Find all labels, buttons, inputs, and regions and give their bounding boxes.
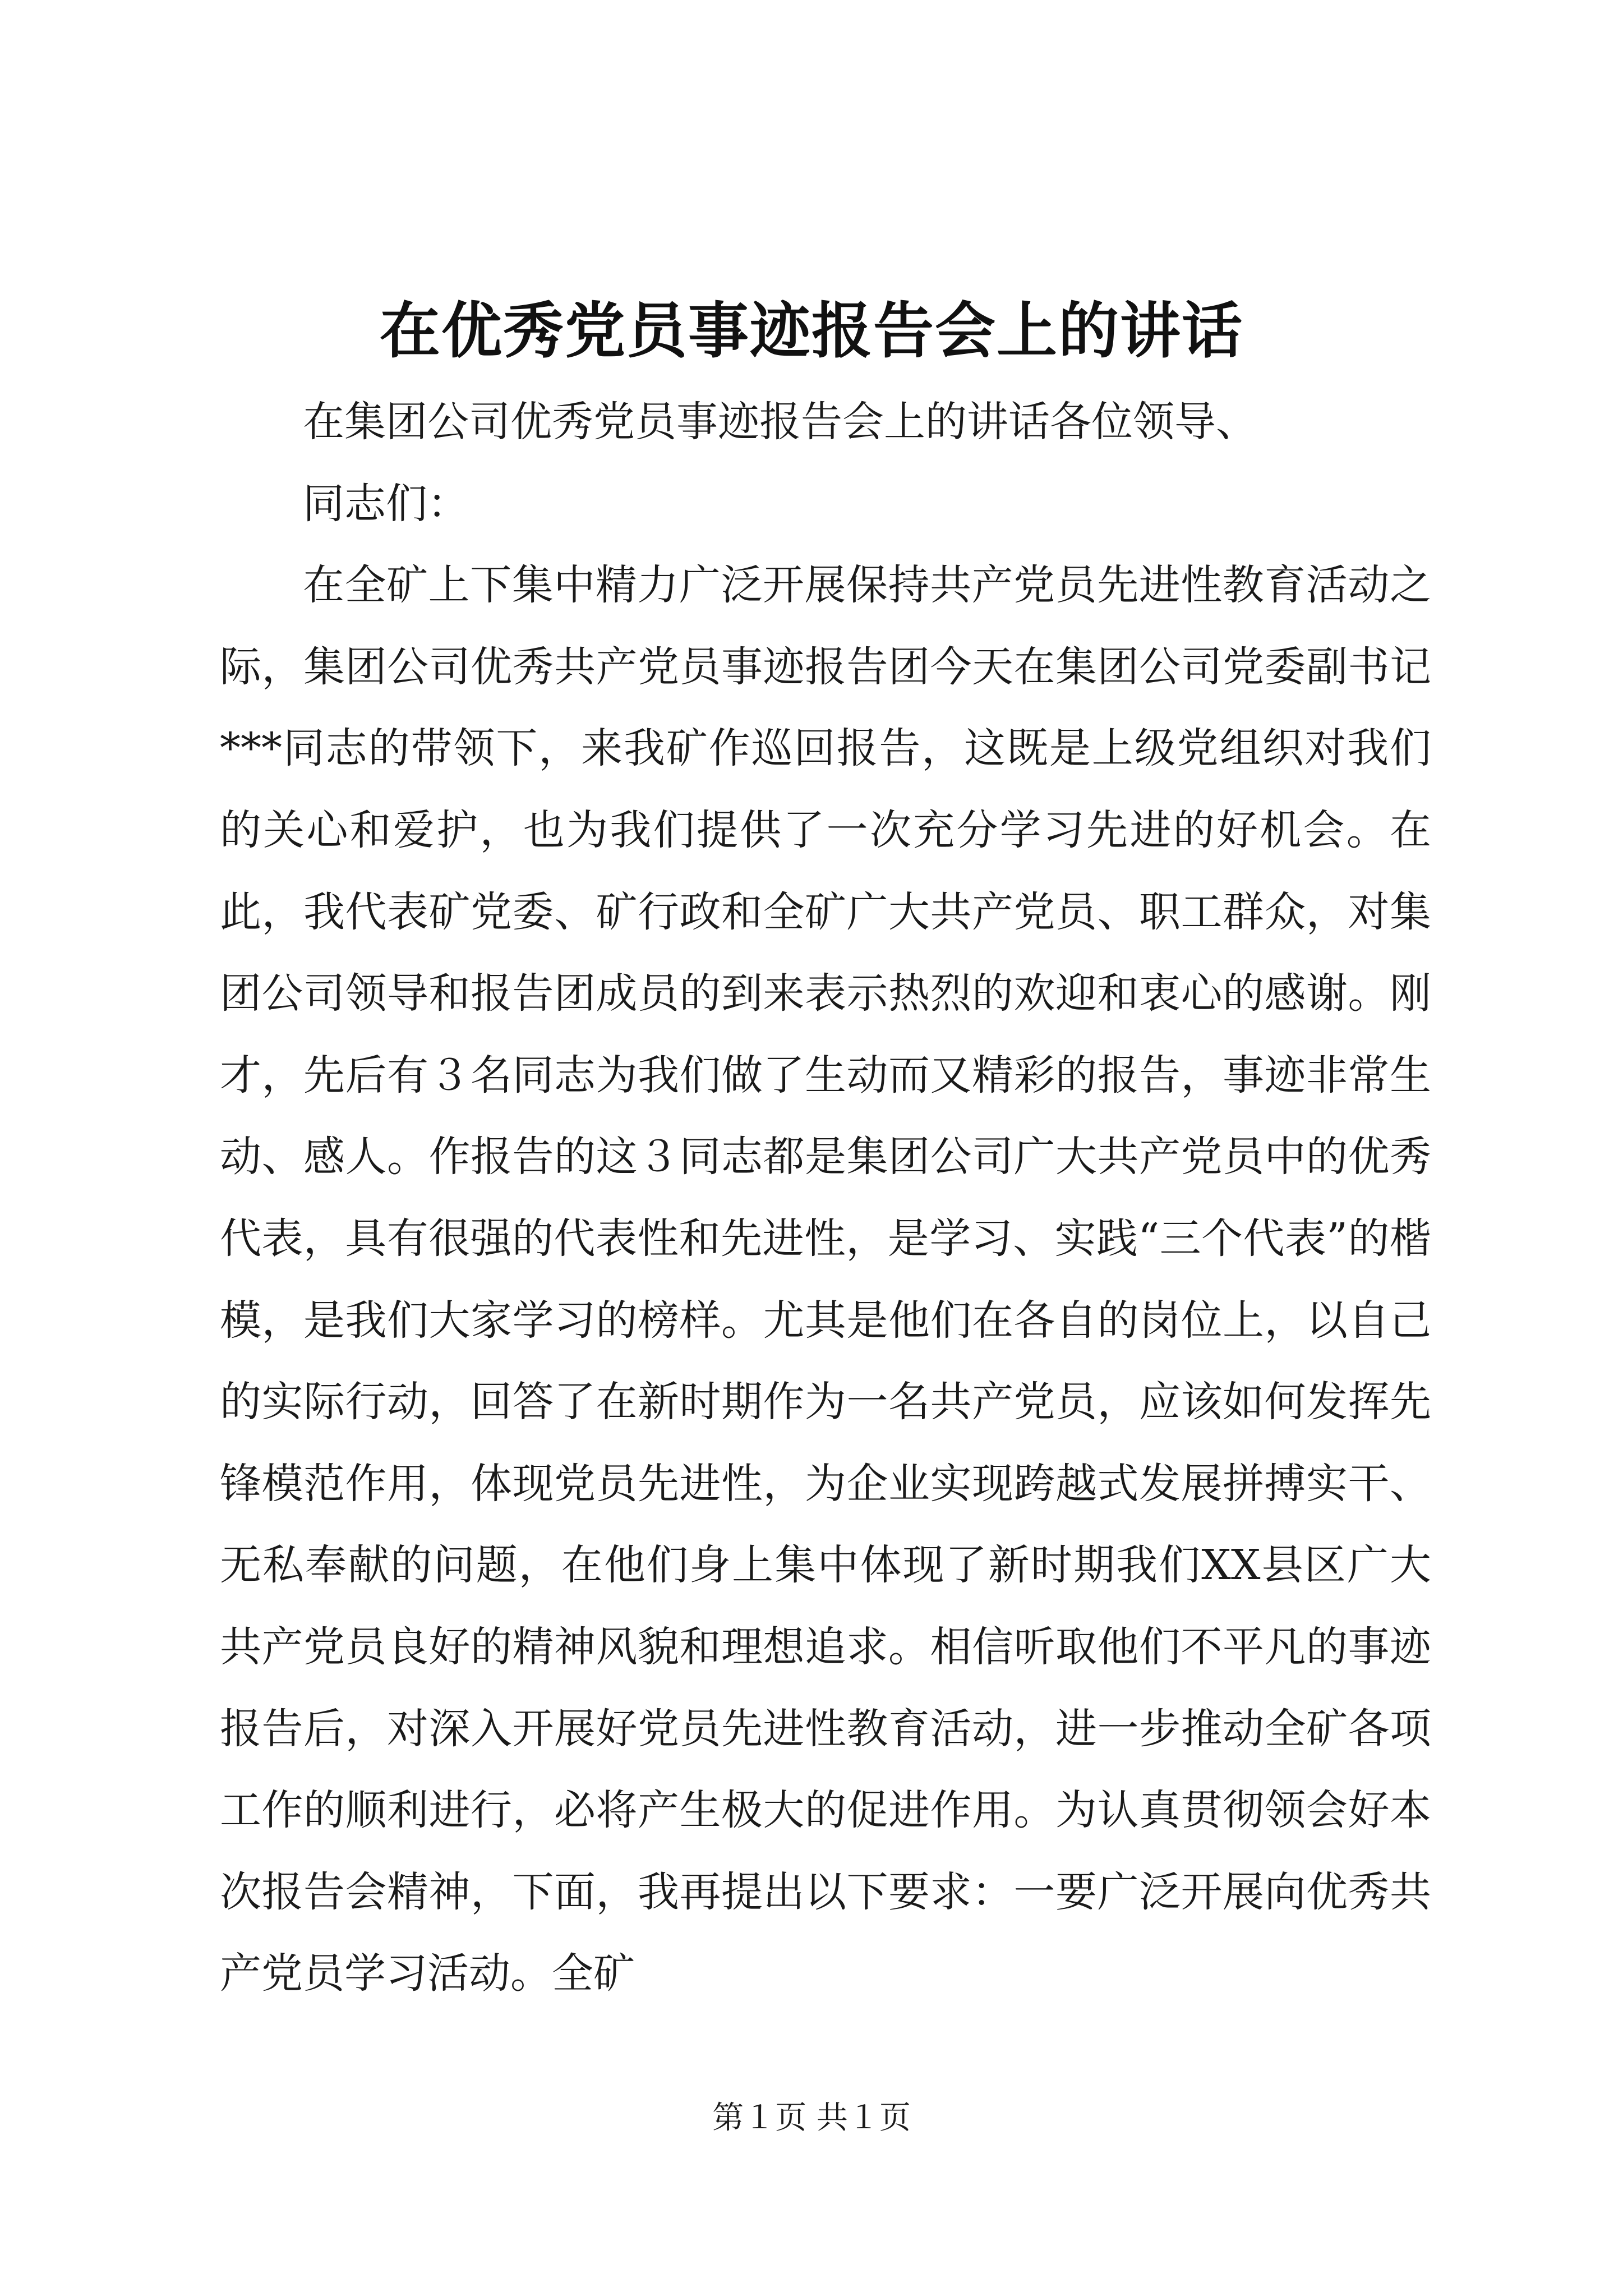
body-paragraph-main: 在全矿上下集中精力广泛开展保持共产党员先进性教育活动之际，集团公司优秀共产党员事迹报告团今天在集团公司党委副书记***同志的带领下，来我矿作巡回报告，这既是上级党组织对我们的关心和爱护，也为我们提供了一次充分学习先进的好机会。在此，我代表矿党委、矿行政和全矿广大共产党员、职工群众，对集团公司领导和报告团成员的到来表示热烈的欢迎和衷心的感谢。刚才，先后有３名同志为我们做了生动而又精彩的报告，事迹非常生动、感人。作报告的这３同志都是集团公司广大共产党员中的优秀代表，具有很强的代表性和先进性，是学习、实践“三个代表”的楷模，是我们大家学习的榜样。尤其是他们在各自的岗位上，以自己的实际行动，回答了在新时期作为一名共产党员，应该如何发挥先锋模范作用，体现党员先进性，为企业实现跨越式发展拼搏实干、无私奉献的问题，在他们身上集中体现了新时期我们XX县区广大共产党员良好的精神风貌和理想追求。相信听取他们不平凡的事迹报告后，对深入开展好党员先进性教育活动，进一步推动全矿各项工作的顺利进行，必将产生极大的促进作用。为认真贯彻领会好本次报告会精神，下面，我再提出以下要求：一要广泛开展向优秀共产党员学习活动。全矿 bbox=[220, 561, 1431, 1998]
page-footer: 第１页 共１页 bbox=[712, 2100, 911, 2136]
document-title: 在优秀党员事迹报告会上的讲话 bbox=[379, 296, 1243, 366]
document-body bbox=[220, 381, 1431, 2015]
body-paragraph-salutation: 同志们： bbox=[303, 479, 469, 528]
body-paragraph-opening: 在集团公司优秀党员事迹报告会上的讲话各位领导、 bbox=[303, 398, 1257, 446]
